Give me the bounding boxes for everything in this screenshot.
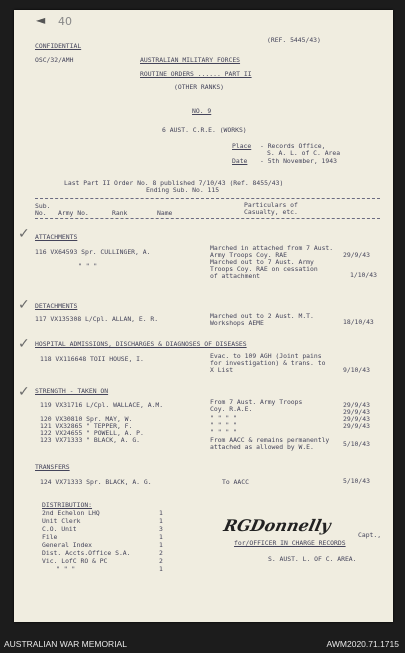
- section-detachments: DETACHMENTS: [35, 302, 78, 310]
- capt-label: Capt.,: [358, 531, 382, 539]
- hosp-date: 9/10/43: [343, 366, 370, 374]
- dist-item: 2nd Echelon LHQ: [42, 509, 100, 517]
- str-particulars-1: From 7 Aust. Army Troops: [210, 398, 303, 406]
- section-hospital: HOSPITAL ADMISSIONS, DISCHARGES & DIAGNOSES OF DISEASES: [35, 340, 247, 348]
- att-particulars-3: Marched out to 7 Aust. Army: [210, 258, 314, 266]
- dist-item: Vic. LofC RO & PC: [42, 557, 108, 565]
- file-code: OSC/32/AMH: [35, 56, 74, 64]
- check-mark-icon: ✓: [18, 336, 30, 352]
- col-no: No.: [35, 209, 47, 217]
- footer-bar: [0, 637, 405, 653]
- date-label: Date: [232, 157, 248, 165]
- dist-qty: 2: [159, 557, 163, 565]
- dist-qty: 1: [159, 541, 163, 549]
- att-particulars-5: of attachment: [210, 272, 261, 280]
- section-strength: STRENGTH - TAKEN ON: [35, 387, 109, 395]
- unit-name: 6 AUST. C.R.E. (WORKS): [162, 126, 247, 134]
- heading-routine-orders: ROUTINE ORDERS ...... PART II: [140, 70, 252, 78]
- hosp-particulars-3: X List: [210, 366, 234, 374]
- dist-qty: 1: [159, 509, 163, 517]
- last-order-line-2: Ending Sub. No. 115: [146, 186, 220, 194]
- entry-124: 124 VX71333 Spr. BLACK, A. G.: [40, 478, 152, 486]
- att-date-1: 29/9/43: [343, 251, 370, 259]
- det-particulars-1: Marched out to 2 Aust. M.T.: [210, 312, 314, 320]
- dist-item: " " ": [56, 565, 76, 573]
- att-particulars-1: Marched in attached from 7 Aust.: [210, 244, 334, 252]
- str-date-1: 29/9/43: [343, 401, 370, 409]
- dist-qty: 1: [159, 565, 163, 573]
- att-date-2: 1/10/43: [350, 271, 377, 279]
- dist-item: Unit Clerk: [42, 517, 81, 525]
- col-particulars-2: Casualty, etc.: [244, 208, 298, 216]
- ref-number: (REF. 5445/43): [267, 36, 321, 44]
- str-particulars-7: attached as allowed by W.E.: [210, 443, 314, 451]
- col-sub: Sub.: [35, 202, 51, 210]
- det-date: 18/10/43: [343, 318, 374, 326]
- col-rank: Rank: [112, 209, 128, 217]
- dist-item: File: [42, 533, 58, 541]
- dist-qty: 3: [159, 525, 163, 533]
- heading-other-ranks: (OTHER RANKS): [174, 83, 225, 91]
- dist-item: C.O. Unit: [42, 525, 77, 533]
- str-particulars-6: From AACC & remains permanently: [210, 436, 330, 444]
- footer-accession: AWM2020.71.1715: [326, 639, 399, 649]
- officer-in-charge: for/OFFICER IN CHARGE RECORDS: [234, 539, 346, 547]
- entry-118: 118 VX116648 TOII HOUSE, I.: [40, 355, 144, 363]
- classification: CONFIDENTIAL: [35, 42, 82, 50]
- att-particulars-4: Troops Coy. RAE on cessation: [210, 265, 318, 273]
- check-mark-icon: ✓: [18, 297, 30, 313]
- last-order-line-1: Last Part II Order No. 8 published 7/10/43 (Ref. 8455/43): [64, 179, 284, 187]
- area-label: S. AUST. L. OF C. AREA.: [268, 555, 357, 563]
- handwritten-signature: RGDonnelly: [221, 516, 333, 535]
- distribution-title: DISTRIBUTION:: [42, 501, 93, 509]
- order-number: NO. 9: [192, 107, 212, 115]
- entry-123: 123 VX71333 " BLACK, A. G.: [40, 436, 141, 444]
- dist-item: General Index: [42, 541, 93, 549]
- date-value: - 5th November, 1943: [260, 157, 337, 165]
- ditto-marks: " " ": [78, 262, 98, 270]
- entry-119: 119 VX31716 L/Cpl. WALLACE, A.M.: [40, 401, 164, 409]
- dist-qty: 1: [159, 517, 163, 525]
- str-date-3: 29/9/43: [343, 415, 370, 423]
- str-particulars-4: " " " ": [210, 421, 237, 429]
- col-army-no: Army No.: [58, 209, 89, 217]
- col-particulars-1: Particulars of: [244, 201, 298, 209]
- str-date-4: 29/9/43: [343, 422, 370, 430]
- transfer-date: 5/10/43: [343, 477, 370, 485]
- document-page: [14, 10, 393, 622]
- footer-source: AUSTRALIAN WAR MEMORIAL: [4, 639, 127, 649]
- dist-qty: 1: [159, 533, 163, 541]
- hosp-particulars-1: Evac. to 109 AGH (Joint pains: [210, 352, 322, 360]
- entry-120: 120 VX30810 Spr. MAY, W.: [40, 415, 133, 423]
- place-label: Place: [232, 142, 252, 150]
- str-particulars-2: Coy. R.A.E.: [210, 405, 253, 413]
- str-date-2: 29/9/43: [343, 408, 370, 416]
- place-line-2: S. A. L. of C. Area: [267, 149, 341, 157]
- det-particulars-2: Workshops AEME: [210, 319, 264, 327]
- col-name: Name: [157, 209, 173, 217]
- str-particulars-5: " " " ": [210, 428, 237, 436]
- place-value: - Records Office,: [260, 142, 326, 150]
- entry-116: 116 VX64593 Spr. CULLINGER, A.: [35, 248, 151, 256]
- entry-117: 117 VX135308 L/Cpl. ALLAN, E. R.: [35, 315, 159, 323]
- transfer-destination: To AACC: [222, 478, 249, 486]
- att-particulars-2: Army Troops Coy. RAE: [210, 251, 287, 259]
- section-attachments: ATTACHMENTS: [35, 233, 78, 241]
- dist-item: Dist. Accts.Office S.A.: [42, 549, 131, 557]
- str-date-5: 5/10/43: [343, 440, 370, 448]
- check-mark-icon: ✓: [18, 384, 30, 400]
- dist-qty: 2: [159, 549, 163, 557]
- hosp-particulars-2: for investigation) & trans. to: [210, 359, 326, 367]
- str-particulars-3: " " " ": [210, 414, 237, 422]
- heading-forces: AUSTRALIAN MILITARY FORCES: [140, 56, 241, 64]
- arrow-pen-mark: ◄: [36, 13, 46, 27]
- entry-121: 121 VX32865 " TEPPER, F.: [40, 422, 133, 430]
- check-mark-icon: ✓: [18, 226, 30, 242]
- divider: [35, 198, 380, 199]
- pencil-mark: 40: [58, 15, 72, 28]
- section-transfers: TRANSFERS: [35, 463, 70, 471]
- entry-122: 122 VX24655 " POWELL, A. P.: [40, 429, 144, 437]
- divider: [35, 218, 380, 219]
